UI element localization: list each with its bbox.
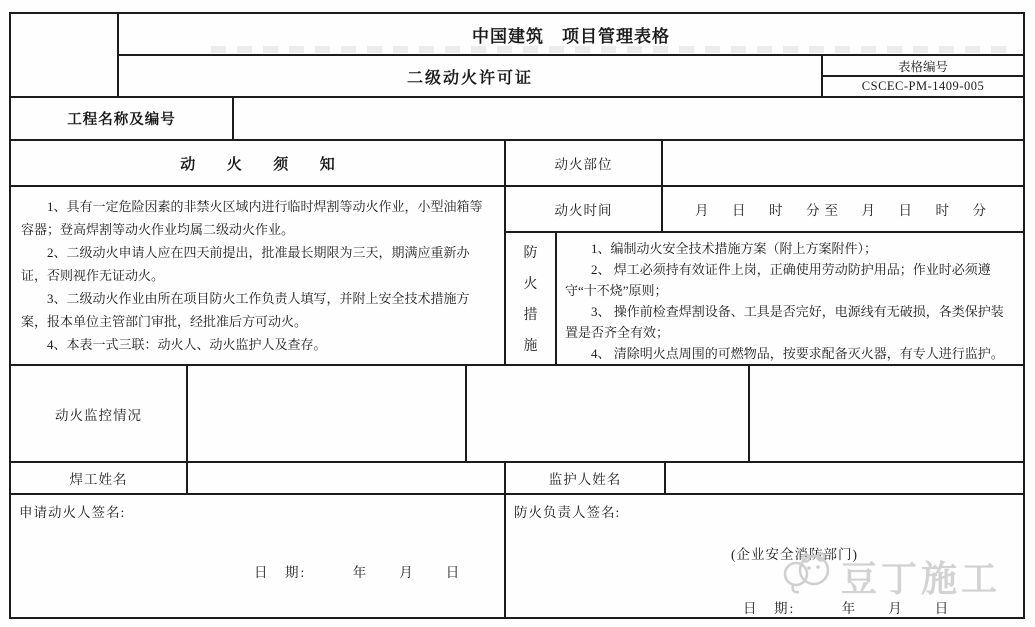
fire-measures-label-char-4: 施 [523,339,538,354]
supervisor-name-label: 监护人姓名 [548,472,622,487]
form-number-label: 表格编号 [897,59,948,74]
project-name-label: 工程名称及编号 [67,112,176,128]
work-time-value-cell [663,187,1025,233]
monitoring-value-cell-3 [750,366,1025,463]
watermark-text: 豆丁施工 [840,559,1001,599]
supervisor-name-label-cell [506,463,666,495]
form-title: 二级动火许可证 [406,69,533,87]
monitoring-label: 动火监控情况 [55,407,142,423]
approver-signature-label: 防火负责人签名: [514,505,621,520]
watermark-logo-icon [781,552,835,602]
fire-measures-label-cell [506,233,557,366]
fire-measures-label-char-1: 防 [523,246,538,261]
work-time-label-cell [506,187,663,233]
form-number-label-cell [823,56,1025,77]
logo-cell [11,14,119,98]
org-title: 中国建筑 项目管理表格 [472,26,670,46]
notice-title: 动 火 须 知 [180,156,343,173]
notice-title-cell [11,141,506,187]
permit-form-table [9,12,1025,619]
welder-name-label: 焊工姓名 [69,472,128,487]
fire-measures-item-2: 2、 焊工必须持有效证件上岗，正确使用劳动防护用品；作业时必须遵守“十不烧”原则； [565,262,991,298]
monitoring-value-cell-2 [467,366,750,463]
form-number-value-cell [823,77,1025,98]
watermark [781,551,1001,602]
project-name-label-cell [11,98,234,141]
notice-item-2: 2、二级动火申请人应在四天前提出，批准最长期限为三天，期满应重新办证，否则视作无证动火。 [21,245,470,283]
fire-measures-item-1: 1、编制动火安全技术措施方案（附上方案附件）； [591,241,878,256]
project-name-value-cell [234,98,1025,141]
approver-signature-cell [506,495,1025,619]
welder-name-value-cell [188,463,506,495]
supervisor-name-value-cell [666,463,1025,495]
work-location-label: 动火部位 [554,157,613,172]
work-location-value-cell [663,141,1025,187]
monitoring-label-cell [11,366,188,463]
fire-measures-item-4: 4、 清除明火点周围的可燃物品，按要求配备灭火器，有专人进行监护。 [591,346,1004,361]
work-location-label-cell [506,141,663,187]
work-time-placeholder: 月 日 时 分至 月 日 时 分 [695,203,991,218]
form-number-value: CSCEC-PM-1409-005 [861,79,985,93]
notice-item-4: 4、本表一式三联：动火人、动火监护人及查存。 [47,337,327,352]
applicant-signature-label: 申请动火人签名: [19,505,126,520]
fire-measures-label-char-2: 火 [523,277,538,292]
fire-measures-item-3: 3、 操作前检查焊割设备、工具是否完好，电源线有无破损，各类保护装置是否齐全有效； [565,304,1004,340]
welder-name-label-cell [11,463,188,495]
applicant-signature-cell [11,495,506,619]
notice-body-cell [11,187,506,366]
form-title-cell [119,56,823,98]
fire-measures-label-char-3: 措 [523,308,538,323]
monitoring-value-cell-1 [188,366,467,463]
applicant-date-line: 日 期: 年 月 日 [254,565,462,580]
work-time-label: 动火时间 [554,203,613,218]
notice-item-3: 3、二级动火作业由所在项目防火工作负责人填写，并附上安全技术措施方案，报本单位主管部门审批，经批准后方可动火。 [21,291,470,329]
org-title-cell [119,14,1025,56]
fire-measures-body-cell [557,233,1025,366]
notice-item-1: 1、具有一定危险因素的非禁火区域内进行临时焊割等动火作业，小型油箱等容器；登高焊割等动火作业均属二级动火作业。 [21,199,483,237]
approver-department: (企业安全消防部门) [731,547,858,562]
approver-date-line: 日 期: 年 月 日 [743,601,951,616]
